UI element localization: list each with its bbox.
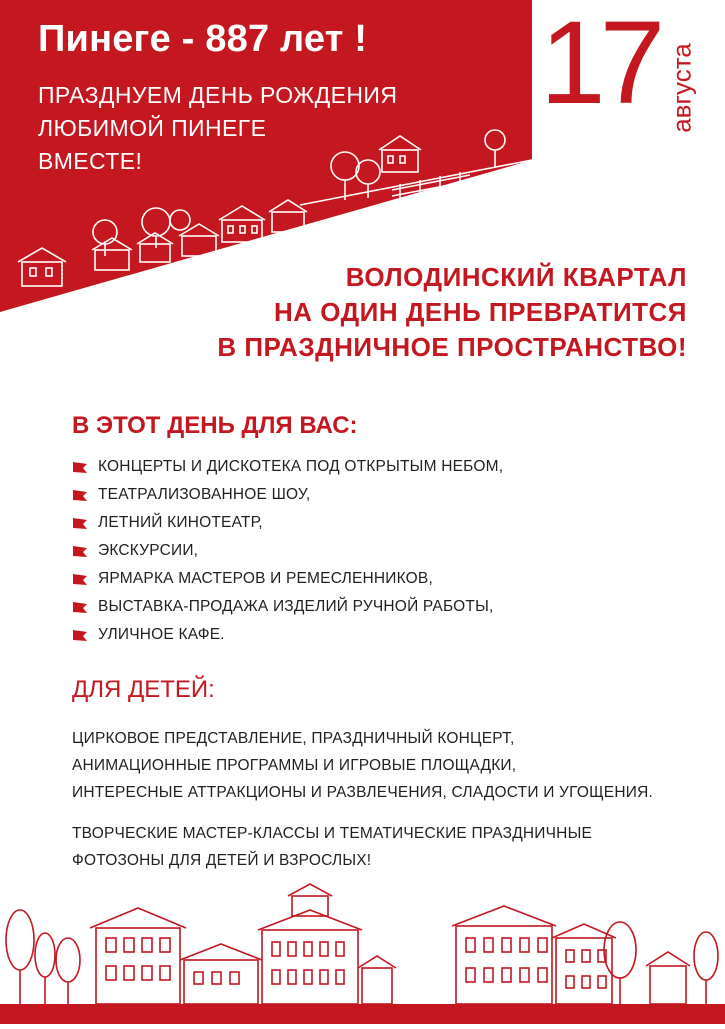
list-item-label: ЛЕТНИЙ КИНОТЕАТР, [98,514,263,531]
list-item [72,598,503,626]
list-item [72,542,503,570]
list-item [72,570,503,598]
page-title: Пинеге - 887 лет ! [38,18,368,60]
list-item [72,626,503,654]
flag-bullet-icon [72,461,88,474]
list-item [72,486,503,514]
lead-line-1: ВОЛОДИНСКИЙ КВАРТАЛ [345,262,687,292]
date-month-wrapper [662,20,702,155]
list-item-label: КОНЦЕРТЫ И ДИСКОТЕКА ПОД ОТКРЫТЫМ НЕБОМ, [98,458,504,475]
list-item-label: ВЫСТАВКА-ПРОДАЖА ИЗДЕЛИЙ РУЧНОЙ РАБОТЫ, [98,598,494,615]
list-item-label: ЭКСКУРСИИ, [98,542,199,559]
kids-line-3: ИНТЕРЕСНЫЕ АТТРАКЦИОНЫ И РАЗВЛЕЧЕНИЯ, СЛАДОСТИ И УГОЩЕНИЯ. [72,784,653,801]
flag-bullet-icon [72,489,88,502]
kids-line-2: АНИМАЦИОННЫЕ ПРОГРАММЫ И ИГРОВЫЕ ПЛОЩАДКИ, [72,757,517,774]
date-day: 17 [540,0,660,129]
lead-line-2: НА ОДИН ДЕНЬ ПРЕВРАТИТСЯ [273,297,687,327]
list-item-label: ЯРМАРКА МАСТЕРОВ И РЕМЕСЛЕННИКОВ, [98,570,433,587]
list-item [72,514,503,542]
flag-bullet-icon [72,629,88,642]
program-list [72,458,503,654]
footer-banner [0,880,725,1024]
flag-bullet-icon [72,545,88,558]
lead-line-3: В ПРАЗДНИЧНОЕ ПРОСТРАНСТВО! [217,332,687,362]
list-item-label: ТЕАТРАЛИЗОВАННОЕ ШОУ, [98,486,311,503]
flag-bullet-icon [72,517,88,530]
extra-line-2: ФОТОЗОНЫ ДЛЯ ДЕТЕЙ И ВЗРОСЛЫХ! [72,852,372,869]
section-title-main: В ЭТОТ ДЕНЬ ДЛЯ ВАС: [72,412,358,439]
subtitle-line-2: ЛЮБИМОЙ ПИНЕГЕ [38,115,267,141]
village-illustration-bottom [0,880,725,1024]
extra-line-1: ТВОРЧЕСКИЕ МАСТЕР-КЛАССЫ И ТЕМАТИЧЕСКИЕ ПРАЗДНИЧНЫЕ [72,825,593,842]
subtitle-line-1: ПРАЗДНУЕМ ДЕНЬ РОЖДЕНИЯ [38,82,398,108]
kids-line-1: ЦИРКОВОЕ ПРЕДСТАВЛЕНИЕ, ПРАЗДНИЧНЫЙ КОНЦЕРТ, [72,730,515,747]
section-title-kids: ДЛЯ ДЕТЕЙ: [72,676,215,703]
subtitle-line-3: ВМЕСТЕ! [38,148,143,174]
flag-bullet-icon [72,573,88,586]
flag-bullet-icon [72,601,88,614]
list-item [72,458,503,486]
date-month: августа [666,42,697,133]
list-item-label: УЛИЧНОЕ КАФЕ. [98,626,225,643]
